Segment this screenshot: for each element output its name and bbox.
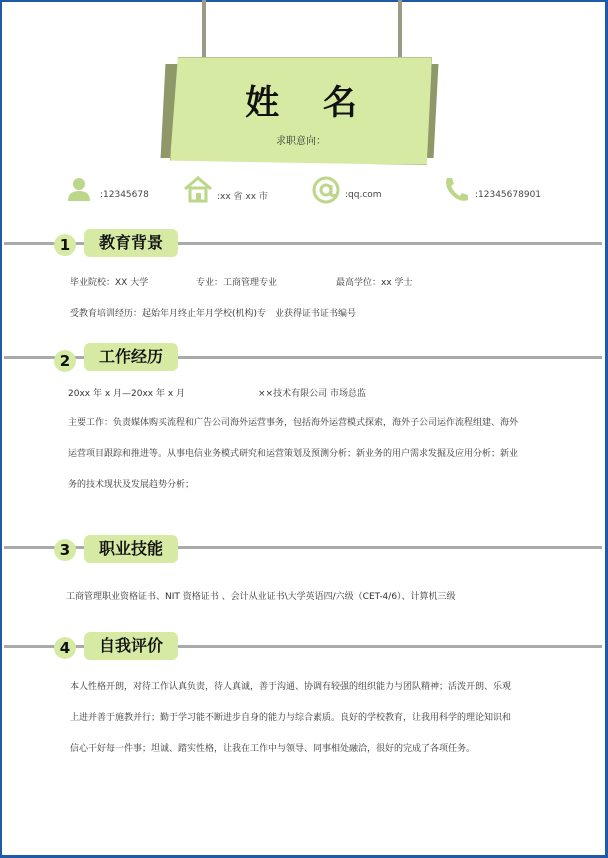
contact-email-text: :qq.com bbox=[345, 190, 382, 200]
section-title: 职业技能 bbox=[84, 535, 178, 563]
section-number: 3 bbox=[54, 539, 76, 561]
self-eval-line: 信心干好每一件事；坦诚、踏实性格，让我在工作中与领导、同事相处融洽，很好的完成了各项任务。 bbox=[70, 744, 476, 754]
phone-icon bbox=[441, 175, 473, 205]
section-number: 1 bbox=[54, 234, 76, 256]
person-name: 姓 名 bbox=[245, 83, 373, 123]
education-school: 毕业院校：XX 大学 bbox=[70, 278, 149, 288]
person-icon bbox=[66, 175, 98, 205]
contact-id bbox=[66, 174, 149, 206]
section-number: 2 bbox=[54, 350, 76, 372]
contact-location bbox=[183, 174, 268, 206]
work-company: ××技术有限公司 市场总监 bbox=[258, 389, 366, 399]
job-intent: 求职意向： bbox=[276, 136, 326, 147]
self-evaluation bbox=[70, 672, 590, 765]
section-title: 工作经历 bbox=[84, 343, 178, 371]
house-icon bbox=[183, 175, 215, 205]
sign-hanger-left bbox=[202, 0, 206, 60]
contact-id-text: :12345678 bbox=[100, 190, 149, 200]
self-eval-line: 上进并善于施教并行；勤于学习能不断进步自身的能力与综合素质。良好的学校教育，让我用科学的理论知识和 bbox=[70, 713, 512, 723]
education-major: 专业：工商管理专业 bbox=[196, 278, 278, 288]
section-title: 自我评价 bbox=[84, 632, 178, 660]
section-number: 4 bbox=[54, 637, 76, 659]
work-line: 运营项目跟踪和推进等。从事电信业务模式研究和运营策划及预测分析；新业务的用户需求发掘及应用分析；新业 bbox=[68, 449, 519, 459]
skills-text: 工商管理职业资格证书、NIT 资格证书 、会计从业证书\大学英语四/六级（CET-4/6）、计算机三级 bbox=[66, 592, 456, 602]
self-eval-line: 本人性格开朗，对待工作认真负责，待人真诚，善于沟通、协调有较强的组织能力与团队精神；活泼开朗、乐观 bbox=[70, 682, 512, 692]
work-line: 主要工作：负责媒体购买流程和广告公司海外运营事务，包括海外运营模式探索，海外子公司运作流程组建、海外 bbox=[68, 418, 519, 428]
section-title: 教育背景 bbox=[84, 229, 178, 257]
education-degree: 最高学位：xx 学士 bbox=[336, 278, 413, 288]
contact-phone-text: :12345678901 bbox=[475, 190, 542, 200]
contact-email bbox=[311, 174, 382, 206]
work-description bbox=[68, 408, 588, 501]
sign-hanger-right bbox=[398, 0, 402, 60]
contact-location-text: :xx 省 xx 市 bbox=[217, 191, 268, 202]
work-period: 20xx 年 x 月—20xx 年 x 月 bbox=[68, 389, 186, 399]
at-sign-icon bbox=[311, 175, 343, 205]
work-line: 务的技术现状及发展趋势分析； bbox=[68, 480, 195, 490]
education-training: 受教育培训经历：起始年月终止年月学校(机构)专 业获得证书证书编号 bbox=[70, 309, 357, 319]
contact-phone bbox=[441, 174, 541, 206]
